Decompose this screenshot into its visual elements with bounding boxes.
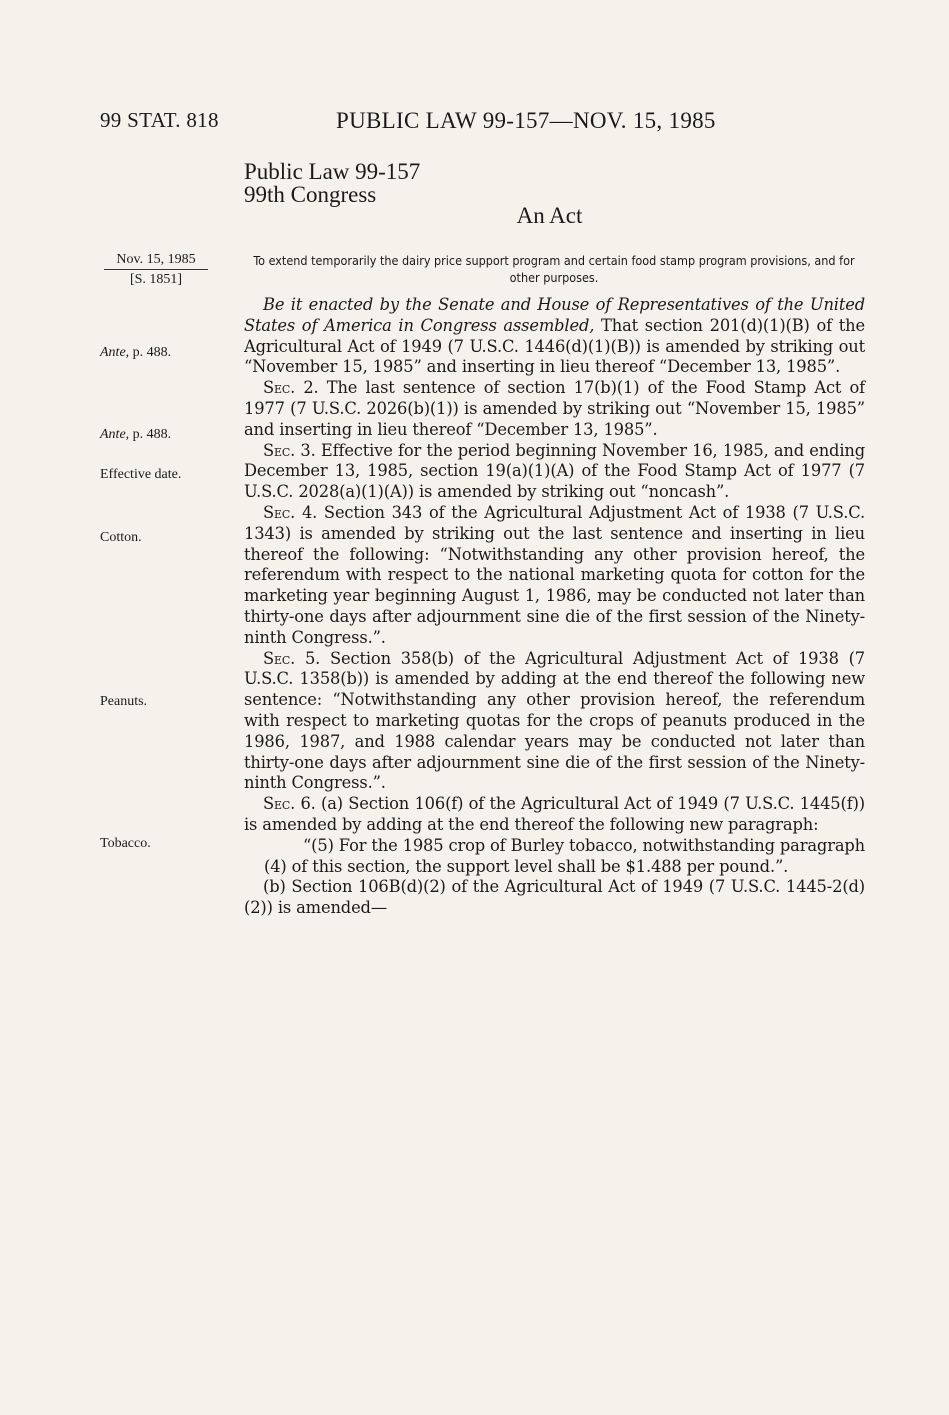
- section-1: Be it enacted by the Senate and House of Representatives of the United States of America in Congress assembled, That section 201(d)(1)(B) of the Agricultural Act of 1949 (7 U.S.C. 1446(d)(1)(B)) is amended by striking out “November 15, 1985” and inserting in lieu thereof “December 13, 1985”.: [244, 295, 865, 377]
- running-title: PUBLIC LAW 99-157—NOV. 15, 1985: [336, 108, 716, 133]
- quoted-paragraph: “(5) For the 1985 crop of Burley tobacco, notwithstanding paragraph (4) of this section, the support level shall be $1.488 per pound.”.: [264, 835, 865, 876]
- section-4: Sec. 4. Section 343 of the Agricultural Adjustment Act of 1938 (7 U.S.C. 1343) is amended by striking out the last sentence and inserting in lieu thereof the following: “Notwithstanding any other provision hereof, the referendum with respect to the national marketing quota for cotton for the marketing year beginning August 1, 1986, may be conducted not later than thirty-one days after adjournment sine die of the first session of the Ninety-ninth Congress.”.: [244, 502, 865, 647]
- section-3: Sec. 3. Effective for the period beginning November 16, 1985, and ending December 13, 1985, section 19(a)(1)(A) of the Food Stamp Act of 1977 (7 U.S.C. 2028(a)(1)(A)) is amended by striking out “noncash”.: [244, 440, 865, 502]
- margin-note-effective-date: Effective date.: [100, 467, 182, 482]
- margin-note-ante-2: Ante, p. 488.: [100, 427, 172, 442]
- margin-note-tobacco: Tobacco.: [100, 836, 151, 851]
- congress-number: 99th Congress: [244, 182, 377, 207]
- subsection-b: (b) Section 106B(d)(2) of the Agricultural Act of 1949 (7 U.S.C. 1445-2(d)(2)) is amended—: [244, 877, 865, 918]
- bill-number: [S. 1851]: [129, 272, 183, 287]
- act-heading: An Act: [516, 203, 583, 228]
- statute-body: [244, 295, 865, 919]
- stat-reference: 99 STAT. 818: [100, 108, 219, 132]
- enactment-date: Nov. 15, 1985: [104, 250, 208, 270]
- margin-note-ante-1: Ante, p. 488.: [100, 345, 172, 360]
- section-5: Sec. 5. Section 358(b) of the Agricultural Adjustment Act of 1938 (7 U.S.C. 1358(b)) is amended by adding at the end thereof the following new sentence: “Notwithstanding any other provision hereof, the referendum with respect to marketing quotas for the crops of peanuts produced in the 1986, 1987, and 1988 calendar years may be conducted not later than thirty-one days after adjournment sine die of the first session of the Ninety-ninth Congress.”.: [244, 648, 866, 793]
- public-law-number: Public Law 99-157: [244, 159, 421, 184]
- law-title-block: [244, 160, 420, 206]
- margin-note-cotton: Cotton.: [100, 530, 142, 545]
- margin-note-peanuts: Peanuts.: [100, 694, 148, 709]
- section-2: Sec. 2. The last sentence of section 17(b)(1) of the Food Stamp Act of 1977 (7 U.S.C. 2026(b)(1)) is amended by striking out “November 15, 1985” and inserting in lieu thereof “December 13, 1985”.: [244, 378, 866, 439]
- enactment-info: [100, 250, 212, 289]
- purpose-statement: To extend temporarily the dairy price support program and certain food stamp program provisions, and for other purposes.: [253, 253, 855, 285]
- section-6: Sec. 6. (a) Section 106(f) of the Agricultural Act of 1949 (7 U.S.C. 1445(f)) is amended by adding at the end thereof the following new paragraph:: [244, 794, 865, 834]
- enacting-clause: Be it enacted by the Senate and House of Representatives of the United States of America in Congress assembled,: [244, 295, 865, 335]
